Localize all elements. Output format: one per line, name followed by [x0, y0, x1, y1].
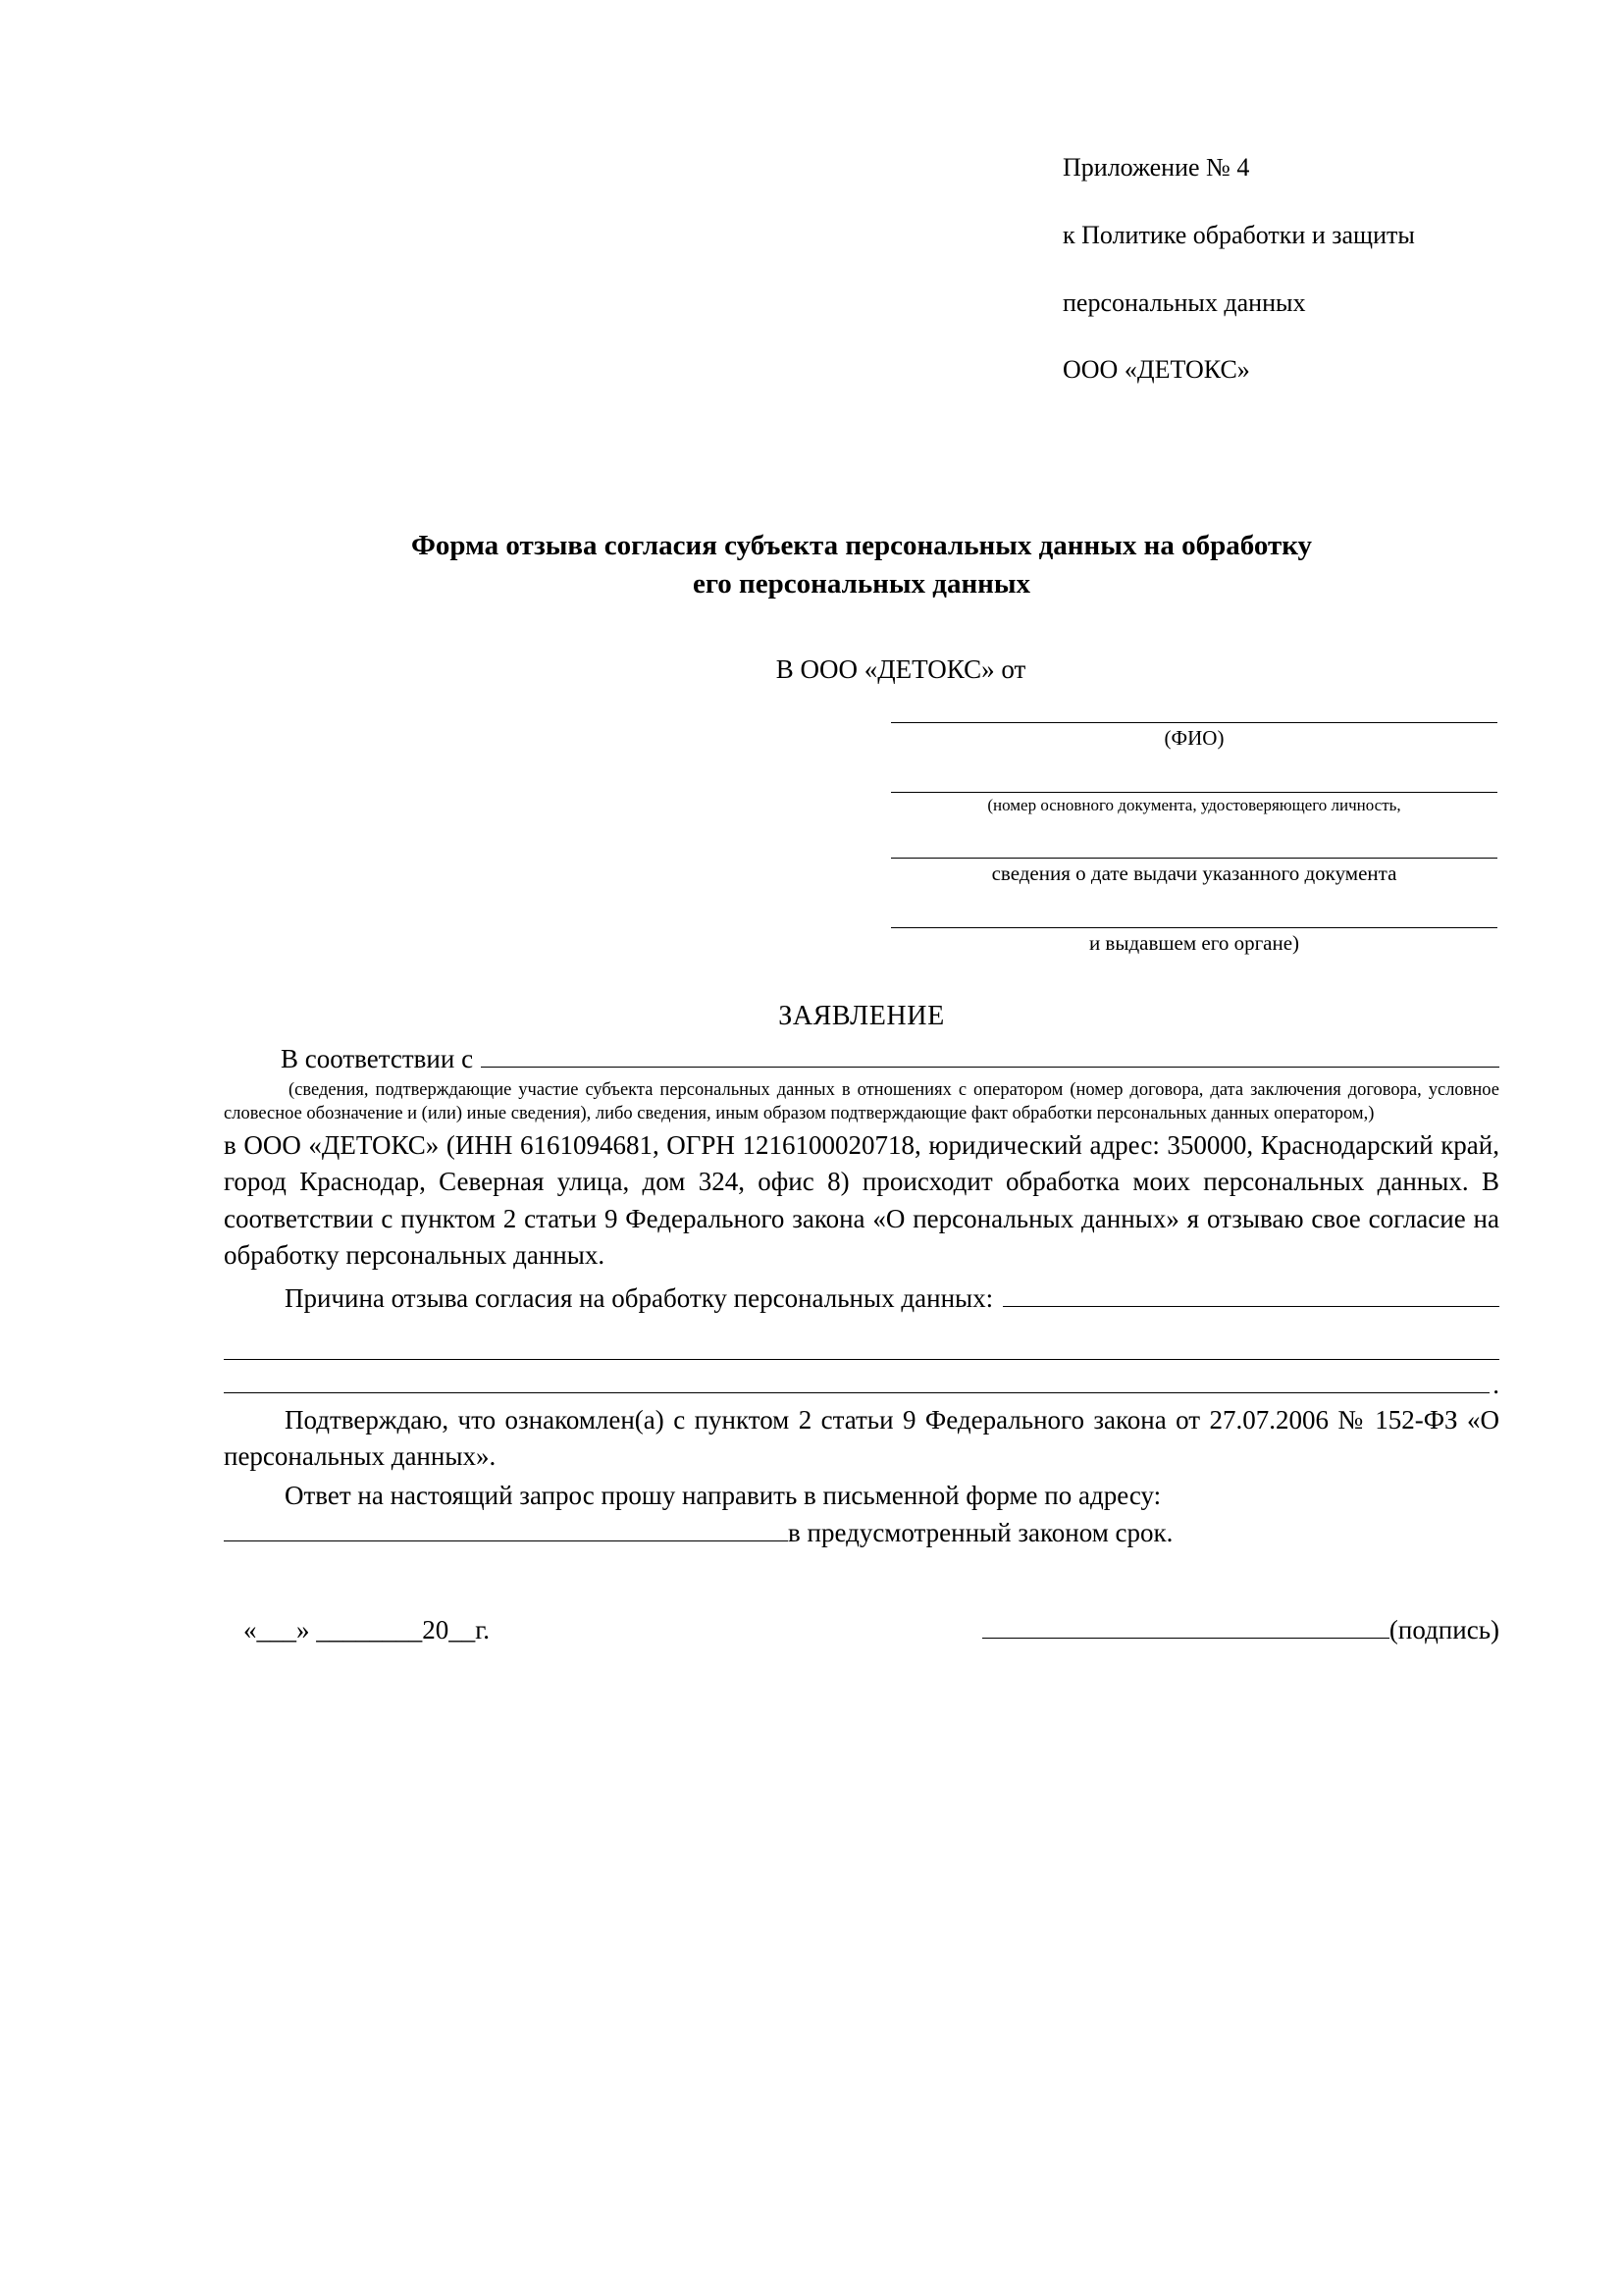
header-line-2: к Политике обработки и защиты [1063, 220, 1415, 249]
applicant-document-issuer-caption: и выдавшем его органе) [1088, 930, 1300, 955]
document-header-block [1063, 118, 1499, 421]
basis-note-line-3: обработки персональных данных оператором,) [1012, 1104, 1375, 1124]
signature-row [224, 1615, 1499, 1645]
page-title-line-2: его персональных данных [692, 567, 1031, 600]
signature-input[interactable] [982, 1638, 1389, 1639]
page-title [224, 527, 1499, 603]
confirmation-paragraph: Подтверждаю, что ознакомлен(а) с пунктом 2 статьи 9 Федерального закона от 27.07.2006 № 152-ФЗ «О персональных данных». [224, 1405, 1499, 1472]
reason-input-line-1[interactable] [1003, 1306, 1499, 1307]
basis-note-line-1: (сведения, подтверждающие участие субъекта персональных данных в отношениях с оператором (номер договора, дата [288, 1080, 1244, 1101]
document-body [224, 118, 1499, 1645]
basis-lead-label: В соответствии с [281, 1044, 474, 1074]
basis-note-line-2: заключения договора, условное словесное обозначение и (или) иные сведения), либо сведения, иным образом подтверждающие факт [224, 1080, 1499, 1124]
signature-caption: (подпись) [1388, 1614, 1499, 1644]
answer-address-input[interactable] [224, 1540, 788, 1541]
field-spacer [891, 886, 1497, 902]
applicant-document-date-caption: сведения о дате выдачи указанного документа [991, 861, 1397, 885]
reason-end-dot: . [1492, 1370, 1499, 1400]
basis-input[interactable] [481, 1067, 1499, 1068]
addressee-line: В ООО «ДЕТОКС» от [775, 654, 1026, 685]
date-field[interactable]: «___» ________20__г. [243, 1614, 491, 1644]
reason-input-line-3[interactable] [224, 1392, 1490, 1393]
header-line-1: Приложение № 4 [1063, 153, 1250, 183]
header-line-3: персональных данных [1063, 287, 1306, 317]
page-title-line-1: Форма отзыва согласия субъекта персональных данных на обработку [410, 529, 1312, 561]
applicant-document-number-input[interactable] [891, 766, 1497, 793]
reason-input-row-3 [224, 1370, 1499, 1400]
field-spacer [891, 816, 1497, 832]
applicant-document-number-caption: (номер основного документа, удостоверяющего личность, [987, 796, 1401, 815]
answer-paragraph: Ответ на настоящий запрос прошу направить в письменной форме по адресу: [285, 1480, 1162, 1510]
basis-note [224, 1078, 1499, 1125]
reason-row [224, 1283, 1499, 1314]
header-line-4: ООО «ДЕТОКС» [1063, 355, 1250, 385]
field-spacer [891, 751, 1497, 766]
answer-address-row [224, 1518, 1499, 1548]
reason-lead-label: Причина отзыва согласия на обработку персональных данных: [285, 1283, 994, 1314]
basis-row [224, 1044, 1499, 1074]
applicant-name-input[interactable] [891, 697, 1497, 723]
reason-input-line-2[interactable] [224, 1326, 1499, 1360]
applicant-name-caption: (ФИО) [1164, 726, 1225, 751]
applicant-document-date-input[interactable] [891, 832, 1497, 859]
statement-heading: ЗАЯВЛЕНИЕ [778, 1001, 945, 1032]
applicant-fields-group [891, 697, 1497, 956]
main-paragraph: в ООО «ДЕТОКС» (ИНН 6161094681, ОГРН 1216100020718, юридический адрес: 350000, Краснодарский край, город Краснодар, Северная улица, дом 324, офис 8) происходит обработка моих персональных данных. В соответствии с пунктом 2 статьи 9 Федерального закона «О персональных данных» я отзываю свое согласие на обработку персональных данных. [224, 1130, 1499, 1270]
applicant-document-issuer-input[interactable] [891, 902, 1497, 928]
answer-address-tail: в предусмотренный законом срок. [788, 1517, 1174, 1547]
